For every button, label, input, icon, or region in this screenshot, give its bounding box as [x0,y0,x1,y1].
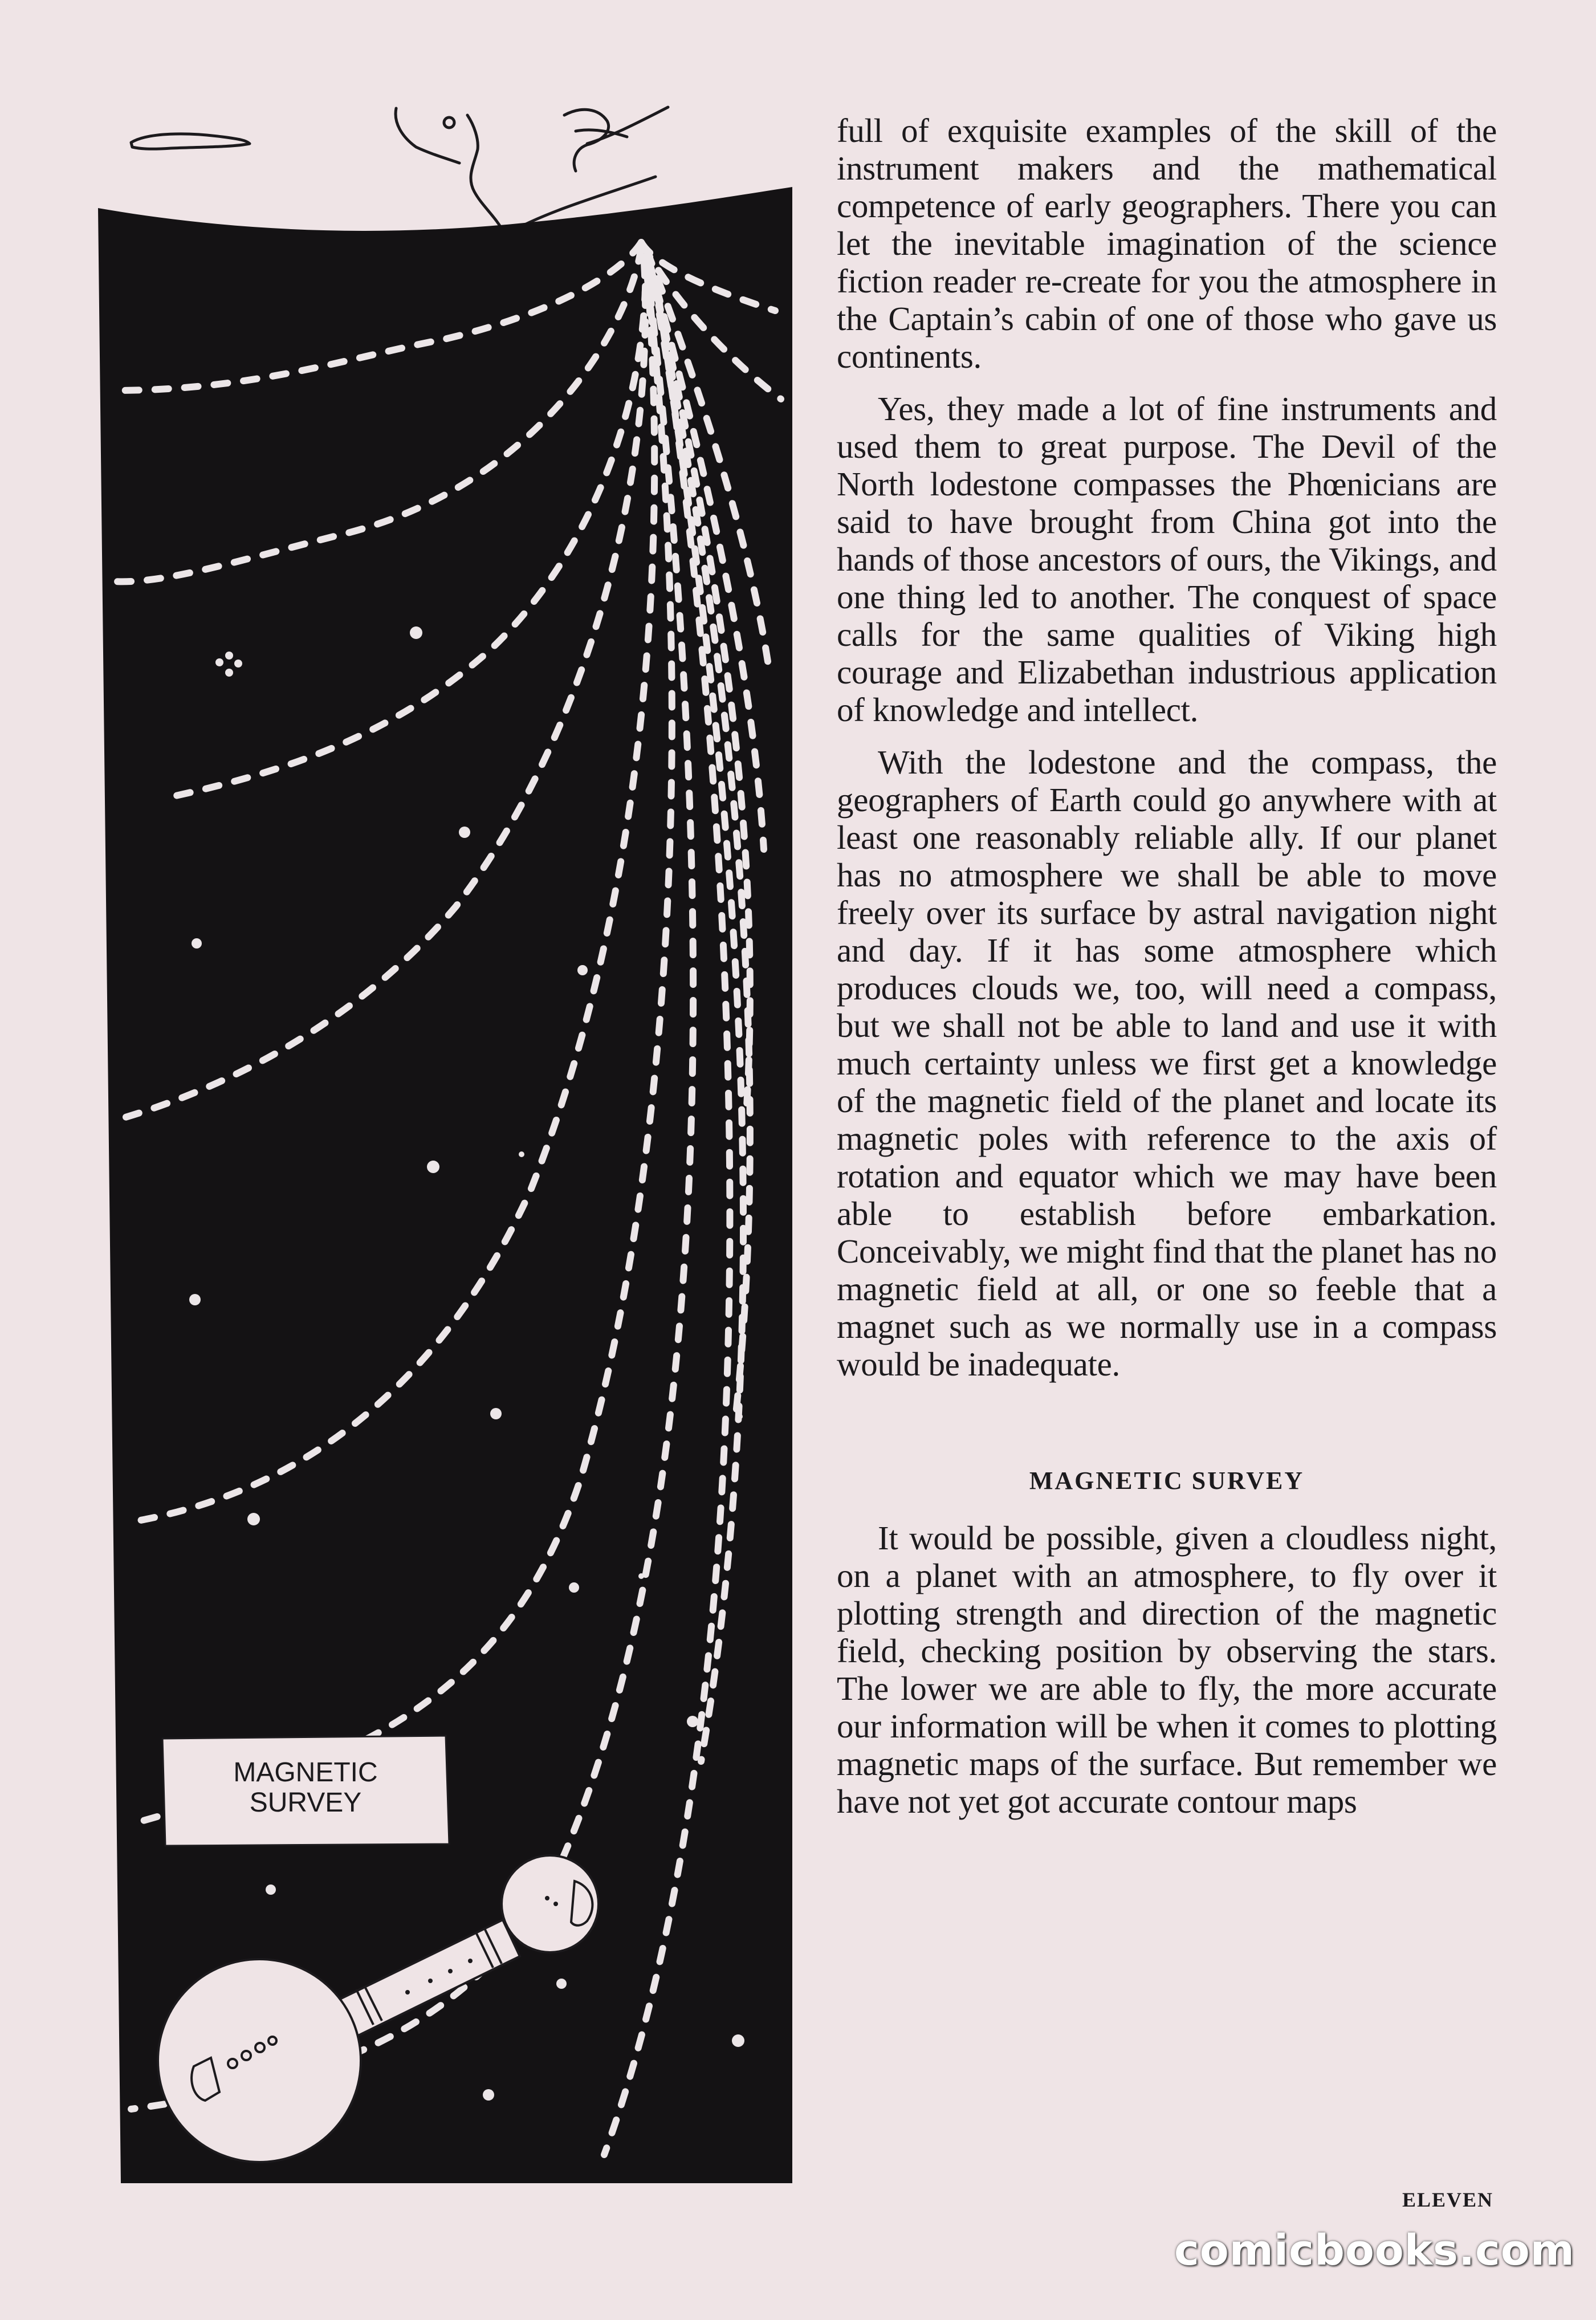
section-heading: MAGNETIC SURVEY [1029,1467,1305,1495]
label-line-survey: SURVEY [249,1788,362,1818]
article-paragraph: Yes, they made a lot of fine instruments and used them to great purpose. The Devil of the North lodestone compasses the Phœnicians are said to have brought from China got into the hands of those ancestors of ours, the Vikings, and one thing led to another. The conquest of space calls for the same qualities of Viking high courage and Elizabethan industrious application of knowledge and intellect. [837,390,1497,728]
page-number: ELEVEN [1402,2188,1493,2211]
label-line-magnetic: MAGNETIC [233,1757,378,1788]
article-paragraph: full of exquisite examples of the skill of the instrument makers and the mathematical competence of early geographers. There you can let the inevitable imagination of the science fiction reader re-create for you the atmosphere in the Captain’s cabin of one of those who gave us continents. [837,112,1497,375]
continents-outline [131,107,668,234]
magnetic-survey-illustration [97,80,804,2183]
illustration-label-box [162,1736,449,1846]
site-watermark: comicbooks.com [1174,2226,1575,2275]
article-paragraph: It would be possible, given a cloudless night, on a planet with an atmosphere, to fly over it plotting strength and direction of the magnetic field, checking position by observing the stars. The lower we are able to fly, the more accurate our information will be when it comes to plotting magnetic maps of the surface. But remember we have not yet got accurate contour maps [837,1519,1497,1820]
article-text-column [837,112,1497,1835]
article-paragraph: With the lodestone and the compass, the geographers of Earth could go anywhere with at least one reasonably reliable ally. If our planet has no atmosphere we shall be able to move freely over its surface by astral navigation night and day. If it has some atmosphere which produces clouds we, too, will need a compass, but we shall not be able to land and use it with much certainty unless we first get a knowledge of the magnetic field of the planet and locate its magnetic poles with reference to the axis of rotation and equator which we may have been able to establish before embarkation. Conceivably, we might find that the planet has no magnetic field at all, or one so feeble that a magnet such as we normally use in a compass would be inadequate. [837,743,1497,1383]
illustration-canvas [97,80,804,2183]
